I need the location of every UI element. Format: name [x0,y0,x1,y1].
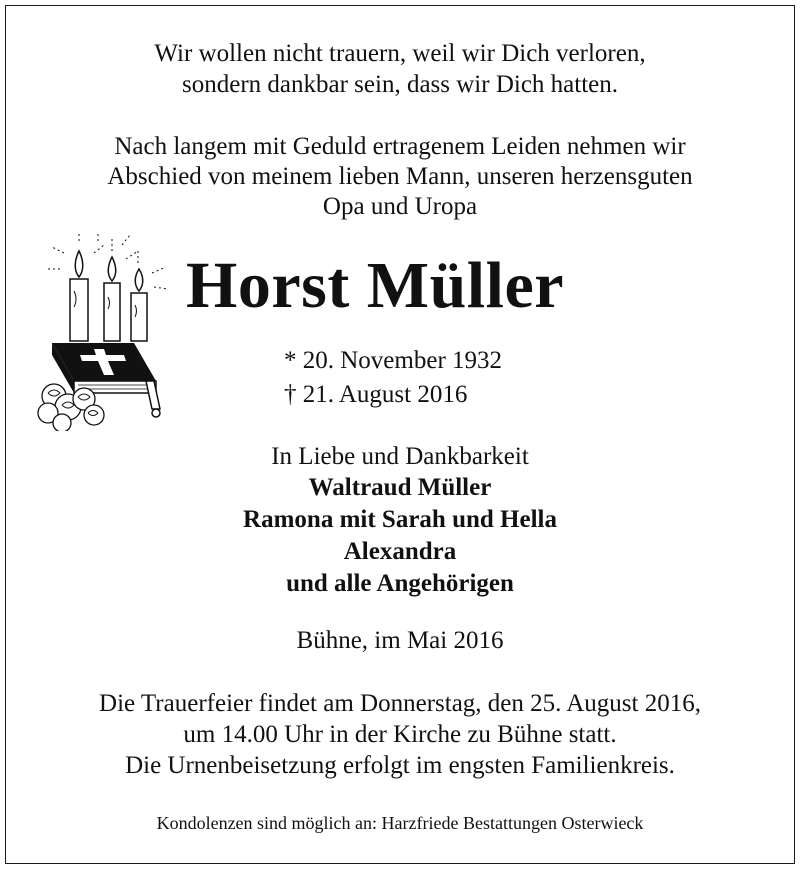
mourner-name: Ramona mit Sarah und Hella [243,506,557,533]
place-date: Bühne, im Mai 2016 [296,627,504,654]
intro-line-3: Opa und Uropa [322,193,478,220]
mourners-heading: In Liebe und Dankbarkeit [271,443,529,470]
mourner-name: und alle Angehörigen [286,570,514,597]
quote-line-1: Wir wollen nicht trauern, weil wir Dich verloren, [154,40,646,67]
obituary-notice [5,5,795,864]
mourner-name: Waltraud Müller [308,474,492,501]
condolences-note: Kondolenzen sind möglich an: Harzfriede Bestattungen Osterwieck [156,813,644,833]
mourner-name: Alexandra [343,538,457,565]
death-date: † 21. August 2016 [284,381,468,408]
quote-line-2: sondern dankbar sein, dass wir Dich hatten. [182,71,618,98]
funeral-line-1: Die Trauerfeier findet am Donnerstag, den 25. August 2016, [99,690,701,717]
candles-bible-flowers-icon [34,231,184,431]
funeral-line-3: Die Urnenbeisetzung erfolgt im engsten Familienkreis. [125,752,675,779]
intro-line-2: Abschied von meinem lieben Mann, unseren herzensguten [107,163,693,190]
intro-line-1: Nach langem mit Geduld ertragenem Leiden nehmen wir [114,133,686,160]
funeral-line-2: um 14.00 Uhr in der Kirche zu Bühne statt. [183,721,617,748]
birth-date: * 20. November 1932 [284,347,503,374]
deceased-name: Horst Müller [186,249,565,322]
